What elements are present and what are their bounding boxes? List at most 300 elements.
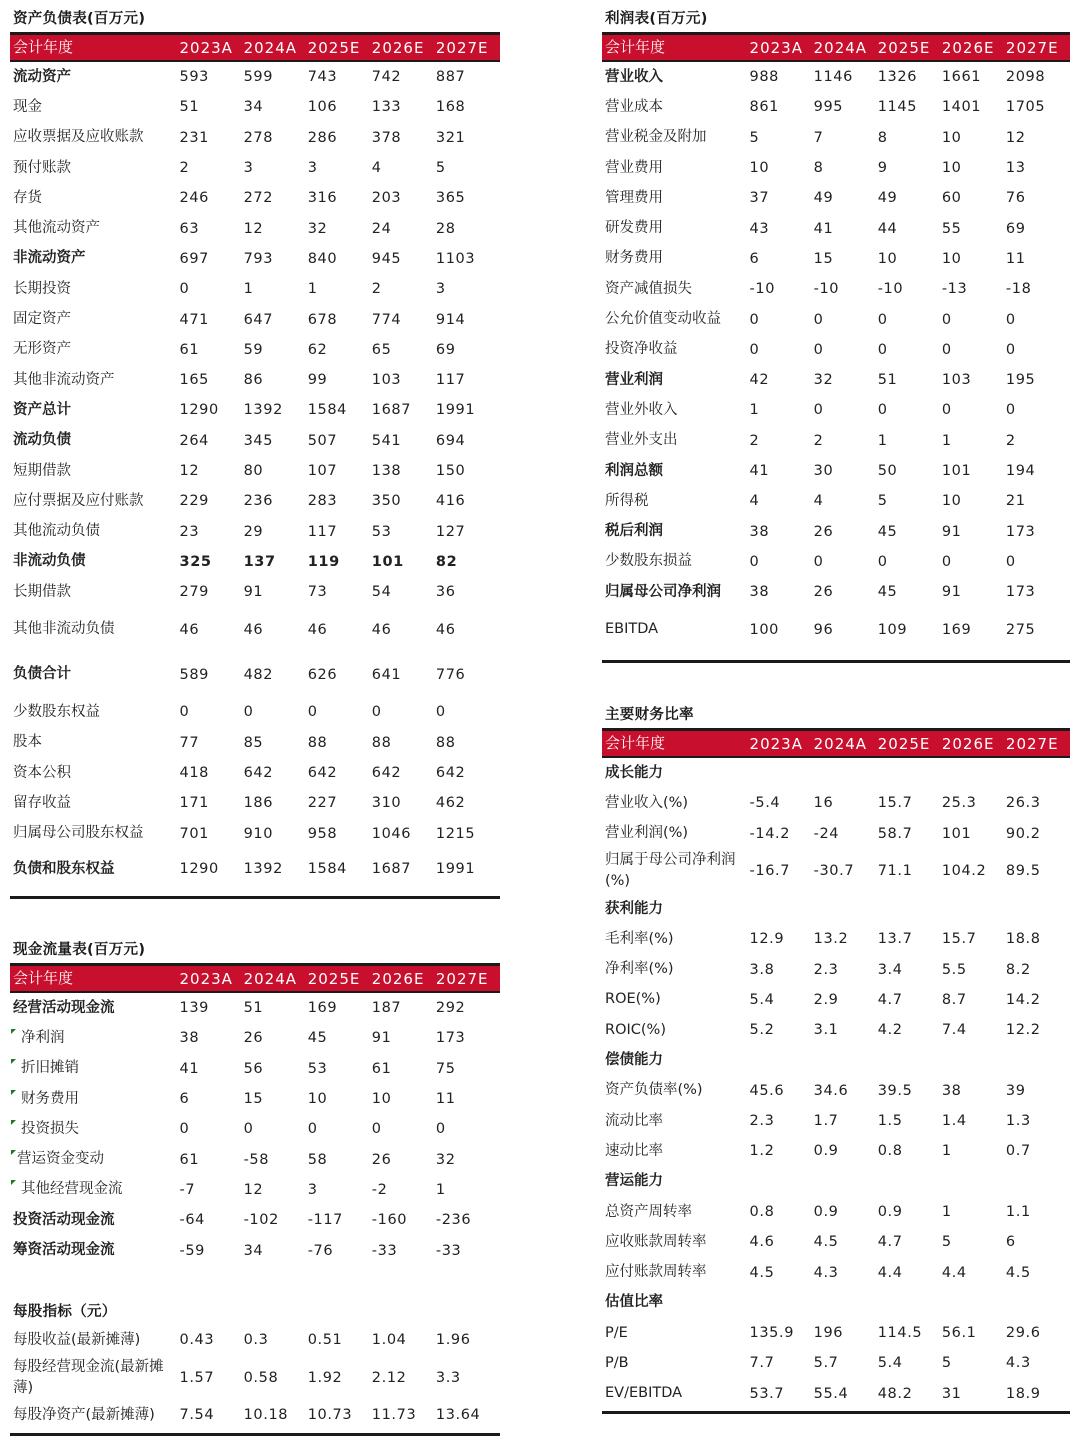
cell-value: 29: [243, 523, 264, 540]
cell-value: 0: [371, 1121, 382, 1138]
cell-value: 46: [435, 621, 456, 638]
cell-value: 1991: [435, 861, 476, 878]
cell-value: 1: [877, 432, 888, 449]
cell-value: 5: [877, 493, 888, 510]
cell-value: 0: [749, 553, 760, 570]
cell-value: 150: [435, 463, 466, 479]
table-row: [602, 153, 1070, 183]
cell-value: 58: [307, 1151, 328, 1168]
cell-value: 776: [435, 666, 466, 683]
cell-value: 61: [179, 341, 200, 358]
cell-value: 286: [307, 129, 338, 146]
cell-value: 0.7: [1005, 1143, 1031, 1160]
cell-value: 11: [1005, 250, 1026, 267]
row-label: 投资活动现金流: [13, 1211, 115, 1228]
header-year: 2025E: [307, 38, 361, 57]
cell-value: 5: [941, 1355, 952, 1372]
cell-value: -10: [813, 281, 840, 298]
cell-value: 0: [1005, 553, 1016, 570]
cell-value: 55.4: [813, 1385, 849, 1402]
header-year: 2026E: [371, 38, 425, 57]
cell-value: 75: [435, 1060, 456, 1077]
cell-value: 2.9: [813, 991, 839, 1008]
table-row: [10, 1144, 500, 1174]
cell-value: 51: [179, 99, 200, 116]
cell-value: 0: [941, 341, 952, 358]
cell-value: 15.7: [877, 795, 913, 812]
cell-value: 1: [941, 1204, 952, 1220]
cell-value: 61: [179, 1151, 200, 1168]
table-row: [10, 1235, 500, 1265]
cell-value: 195: [1005, 372, 1036, 389]
cell-value: 194: [1005, 463, 1036, 479]
row-label: 公允价值变动收益: [605, 311, 721, 328]
cell-value: 6: [179, 1091, 190, 1108]
cell-value: 995: [813, 99, 844, 116]
row-label: 负债合计: [13, 666, 71, 683]
row-label: 少数股东权益: [13, 703, 100, 720]
cell-value: 462: [435, 795, 466, 812]
cell-value: 91: [941, 584, 962, 601]
header-year: 2023A: [179, 38, 233, 57]
cell-value: 1: [307, 281, 318, 298]
cell-value: 7.54: [179, 1407, 215, 1424]
table-row: [602, 62, 1070, 92]
cell-value: 1687: [371, 861, 412, 878]
cell-value: -16.7: [749, 863, 791, 880]
cell-value: 11: [435, 1091, 456, 1108]
row-label: 归属母公司净利润: [605, 583, 721, 600]
cell-value: 45: [307, 1030, 328, 1047]
cell-value: 53.7: [749, 1385, 785, 1402]
cell-value: 10: [941, 160, 962, 177]
row-label: 资产负债率(%): [605, 1082, 703, 1099]
cell-value: 12: [1005, 129, 1026, 146]
cell-value: 416: [435, 493, 466, 510]
cell-value: 53: [307, 1060, 328, 1077]
cell-value: 0: [307, 704, 318, 721]
cell-value: -5.4: [749, 795, 781, 812]
cell-value: 76: [1005, 190, 1026, 207]
row-label: 股本: [13, 734, 42, 751]
table-row: [602, 244, 1070, 274]
table-row: [602, 954, 1070, 984]
cell-value: 73: [307, 584, 328, 601]
cell-value: 3.1: [813, 1022, 839, 1039]
cell-value: 13.7: [877, 931, 913, 948]
cell-value: 1687: [371, 402, 412, 419]
row-label: 其他非流动负债: [13, 621, 115, 638]
cell-value: 1991: [435, 402, 476, 419]
cell-value: 1.3: [1005, 1113, 1031, 1130]
cell-value: 16: [813, 795, 834, 812]
table-row: [602, 924, 1070, 954]
row-label: 营业费用: [605, 159, 663, 176]
cell-value: 4.2: [877, 1022, 903, 1039]
cell-value: 26: [813, 523, 834, 540]
row-label: 税后利润: [605, 523, 663, 540]
cell-value: 1401: [941, 99, 982, 116]
cell-value: 310: [371, 795, 402, 812]
cell-value: 231: [179, 129, 209, 146]
cell-value: 1215: [435, 825, 476, 842]
cell-value: 5.4: [877, 1355, 903, 1372]
cell-value: 0.8: [749, 1204, 775, 1220]
cash-flow-panel: [10, 935, 500, 1266]
table-bottom-rule: [10, 1433, 500, 1436]
balance-sheet-panel: [10, 4, 500, 899]
table-row: [10, 274, 500, 304]
table-row: [602, 577, 1070, 607]
row-label: 毛利率(%): [605, 930, 674, 947]
cell-value: 117: [307, 523, 338, 540]
cell-value: -76: [307, 1242, 334, 1259]
cell-value: 12: [179, 463, 200, 479]
section-heading-row: [602, 894, 1070, 924]
cell-value: 988: [749, 69, 780, 86]
header-year: 2024A: [243, 38, 298, 57]
table-row: [602, 1136, 1070, 1166]
row-label: 净利润: [10, 1028, 180, 1049]
cell-value: 12: [243, 220, 264, 237]
row-label: P/E: [605, 1324, 628, 1341]
row-label: 应收票据及应收账款: [13, 129, 144, 146]
cell-value: 138: [371, 463, 402, 479]
cell-value: 0.8: [877, 1143, 903, 1160]
row-label: 留存收益: [13, 794, 71, 811]
cell-value: 593: [179, 69, 209, 86]
table-row: [10, 516, 500, 546]
cell-value: 38: [749, 584, 770, 601]
cell-value: 0: [813, 311, 824, 328]
cell-value: 26: [371, 1151, 392, 1168]
cell-value: 15: [243, 1091, 264, 1108]
cell-value: 31: [941, 1385, 962, 1402]
cell-value: 246: [179, 190, 209, 207]
row-label: 研发费用: [605, 220, 663, 237]
cell-value: 101: [371, 553, 404, 570]
cell-value: 168: [435, 99, 466, 116]
cell-value: -33: [371, 1242, 398, 1259]
cell-value: 0: [749, 341, 760, 358]
cell-value: 69: [1005, 220, 1026, 237]
cell-value: 36: [435, 584, 456, 601]
table-row: [10, 697, 500, 727]
cell-value: 114.5: [877, 1325, 923, 1342]
cell-value: 507: [307, 432, 338, 449]
cell-value: -160: [371, 1212, 408, 1229]
cell-value: 1103: [435, 250, 476, 267]
section-heading-row: [602, 758, 1070, 788]
table-row: [602, 1015, 1070, 1045]
cell-value: 1.96: [435, 1332, 471, 1349]
cell-value: 100: [749, 621, 780, 638]
cell-value: 3: [307, 1181, 318, 1198]
cell-value: 54: [371, 584, 392, 601]
table-row: [10, 819, 500, 849]
row-label: 其他经营现金流: [10, 1179, 180, 1200]
cell-value: 119: [307, 553, 340, 570]
cell-value: 1046: [371, 825, 412, 842]
row-label: 少数股东损益: [605, 553, 692, 570]
table-row: [602, 1106, 1070, 1136]
header-year: 2027E: [1005, 734, 1059, 753]
per-share-body: [10, 1325, 500, 1431]
table-header: [10, 963, 500, 993]
table-row: [10, 728, 500, 758]
cell-value: 60: [941, 190, 962, 207]
cell-value: 2: [371, 281, 382, 298]
cell-value: 4.4: [877, 1264, 903, 1281]
row-label: 偿债能力: [605, 1052, 663, 1069]
table-row: [602, 985, 1070, 1015]
row-label: 流动负债: [13, 432, 71, 449]
income-statement-title: 利润表(百万元): [605, 11, 708, 27]
table-row: [602, 92, 1070, 122]
cell-value: 186: [243, 795, 274, 812]
header-year: 2026E: [371, 969, 425, 988]
cell-value: 0: [243, 1121, 254, 1138]
table-row: [602, 547, 1070, 577]
cell-value: -18: [1005, 281, 1032, 298]
table-row: [10, 153, 500, 183]
cell-value: 1: [941, 432, 952, 449]
cell-value: 13.2: [813, 931, 849, 948]
table-row: [10, 758, 500, 788]
cell-value: 77: [179, 734, 200, 751]
cell-value: 5.4: [749, 991, 775, 1008]
section-heading-row: [602, 1167, 1070, 1197]
cell-value: 2: [749, 432, 760, 449]
cell-value: 10: [307, 1091, 328, 1108]
header-year: 2026E: [941, 38, 995, 57]
cell-value: 1392: [243, 402, 283, 419]
cell-value: -2: [371, 1181, 388, 1198]
header-year: 2024A: [813, 734, 868, 753]
row-label: 投资损失: [10, 1119, 180, 1140]
cell-value: -30.7: [813, 863, 855, 880]
table-row: [10, 183, 500, 213]
cell-value: 4: [371, 160, 382, 177]
cell-value: 1392: [243, 861, 283, 878]
income-statement-panel: [602, 4, 1070, 663]
cell-value: 0.9: [813, 1143, 839, 1160]
cell-value: 12.2: [1005, 1022, 1041, 1039]
table-row: [10, 92, 500, 122]
row-label: 筹资活动现金流: [13, 1242, 115, 1259]
cell-value: 59: [243, 341, 264, 358]
cell-value: 2.12: [371, 1369, 407, 1386]
cell-value: 43: [749, 220, 770, 237]
cell-value: 30: [813, 463, 834, 479]
cell-value: 0: [1005, 341, 1016, 358]
cell-value: 589: [179, 666, 209, 683]
cell-value: 38: [179, 1030, 200, 1047]
row-label: 经营活动现金流: [13, 999, 115, 1016]
row-label: 营运能力: [605, 1173, 663, 1190]
cell-value: 599: [243, 69, 274, 86]
cell-value: 169: [307, 1000, 338, 1017]
cell-value: -64: [179, 1212, 205, 1229]
row-label: 应付账款周转率: [605, 1264, 707, 1281]
cell-value: -24: [813, 825, 840, 842]
section-heading-row: [602, 1045, 1070, 1075]
cell-value: 1: [435, 1181, 446, 1198]
cell-value: 88: [307, 734, 328, 751]
cell-value: 127: [435, 523, 466, 540]
cell-value: 8: [877, 129, 888, 146]
cell-value: 44: [877, 220, 898, 237]
row-label: 财务费用: [605, 250, 663, 267]
header-year: 2023A: [749, 734, 803, 753]
cell-value: 5.7: [813, 1355, 839, 1372]
header-year: 2027E: [1005, 38, 1059, 57]
row-label: 资产减值损失: [605, 280, 692, 297]
table-row: [10, 1114, 500, 1144]
row-label: 利润总额: [605, 462, 663, 479]
cell-value: 0: [243, 704, 254, 721]
cell-value: -10: [877, 281, 904, 298]
cell-value: -7: [179, 1181, 196, 1198]
cell-value: 26.3: [1005, 795, 1041, 812]
cell-value: 1.7: [813, 1113, 839, 1130]
row-label: 营业收入(%): [605, 794, 689, 811]
cell-value: 2098: [1005, 69, 1046, 86]
row-label: 应收账款周转率: [605, 1233, 707, 1250]
row-label: EV/EBITDA: [605, 1385, 683, 1402]
cell-value: 4: [813, 493, 824, 510]
cell-value: 641: [371, 666, 402, 683]
table-row: [10, 577, 500, 607]
row-label: 每股收益(最新摊薄): [13, 1331, 141, 1348]
balance-sheet-body: [10, 62, 500, 890]
cell-value: 1584: [307, 861, 347, 878]
cash-flow-body: [10, 993, 500, 1266]
row-label: 净利率(%): [605, 961, 674, 978]
cell-value: -117: [307, 1212, 343, 1229]
row-label: 负债和股东权益: [13, 860, 115, 877]
cell-value: 61: [371, 1060, 392, 1077]
cell-value: 945: [371, 250, 402, 267]
cell-value: 7: [813, 129, 824, 146]
table-row: [602, 1379, 1070, 1409]
table-row: [602, 123, 1070, 153]
cell-value: 0: [941, 311, 952, 328]
cell-value: 694: [435, 432, 466, 449]
table-row: [10, 395, 500, 425]
cell-value: 103: [371, 372, 402, 389]
cell-value: 58.7: [877, 825, 913, 842]
cell-value: 4.3: [1005, 1355, 1031, 1372]
cell-value: 32: [307, 220, 328, 237]
header-label: 会计年度: [605, 38, 666, 56]
cell-value: 3.8: [749, 961, 775, 978]
cell-value: 10: [749, 160, 770, 177]
cell-value: 0.43: [179, 1332, 215, 1349]
cell-value: 38: [941, 1082, 962, 1099]
cell-value: 49: [813, 190, 834, 207]
cell-value: 0: [813, 341, 824, 358]
header-year: 2024A: [813, 38, 868, 57]
cell-value: 910: [243, 825, 274, 842]
cell-value: 171: [179, 795, 209, 812]
cell-value: 4.5: [1005, 1264, 1031, 1281]
cell-value: 1.4: [941, 1113, 967, 1130]
cell-value: 10: [877, 250, 898, 267]
cell-value: 62: [307, 341, 328, 358]
cell-value: 0: [1005, 402, 1016, 419]
cell-value: 774: [371, 311, 402, 328]
cell-value: 139: [179, 1000, 209, 1017]
table-row: [602, 1257, 1070, 1287]
cell-value: 0.51: [307, 1332, 343, 1349]
cell-value: 32: [813, 372, 834, 389]
header-year: 2027E: [435, 969, 489, 988]
cell-value: 4.7: [877, 991, 903, 1008]
cell-value: 26: [243, 1030, 264, 1047]
cell-value: 133: [371, 99, 402, 116]
row-label: 营业税金及附加: [605, 129, 707, 146]
cell-value: 2: [1005, 432, 1016, 449]
table-row: [10, 62, 500, 92]
cell-value: 0: [1005, 311, 1016, 328]
cell-value: 12.9: [749, 931, 785, 948]
cell-value: 2: [813, 432, 824, 449]
cell-value: 10.18: [243, 1407, 289, 1424]
cell-value: 840: [307, 250, 338, 267]
cell-value: 3: [243, 160, 254, 177]
cell-value: 229: [179, 493, 209, 510]
table-row: [10, 335, 500, 365]
cell-value: 1.04: [371, 1332, 407, 1349]
row-label: 其他非流动资产: [13, 371, 115, 388]
cell-value: 642: [435, 765, 466, 782]
cell-value: 887: [435, 69, 466, 86]
cell-value: 91: [371, 1030, 392, 1047]
ratios-panel: [602, 700, 1070, 1414]
cell-value: 642: [243, 765, 274, 782]
table-row: [10, 1023, 500, 1053]
cell-value: 471: [179, 311, 209, 328]
cell-value: 697: [179, 250, 209, 267]
row-label: ROIC(%): [605, 1021, 666, 1038]
table-row: [10, 547, 500, 577]
cell-value: 15.7: [941, 931, 977, 948]
cell-value: 90.2: [1005, 825, 1041, 842]
cell-value: 53: [371, 523, 392, 540]
table-row: [10, 1054, 500, 1084]
balance-sheet-title: 资产负债表(百万元): [13, 11, 146, 27]
cell-value: -59: [179, 1242, 205, 1259]
cell-value: 0: [813, 553, 824, 570]
cell-value: 135.9: [749, 1325, 795, 1342]
cell-value: 1: [941, 1143, 952, 1160]
cell-value: 13: [1005, 160, 1026, 177]
cell-value: 48.2: [877, 1385, 913, 1402]
cell-value: 41: [179, 1060, 200, 1077]
cell-value: 0: [371, 704, 382, 721]
cell-value: 101: [941, 825, 972, 842]
table-row: [602, 819, 1070, 849]
cell-value: 345: [243, 432, 274, 449]
row-label: 非流动负债: [13, 553, 86, 570]
cell-value: 3: [435, 281, 446, 298]
cell-value: 0: [813, 402, 824, 419]
cell-value: 96: [813, 621, 834, 638]
cell-value: 99: [307, 372, 328, 389]
row-label: 营业利润(%): [605, 825, 689, 842]
row-label: 短期借款: [13, 462, 71, 479]
